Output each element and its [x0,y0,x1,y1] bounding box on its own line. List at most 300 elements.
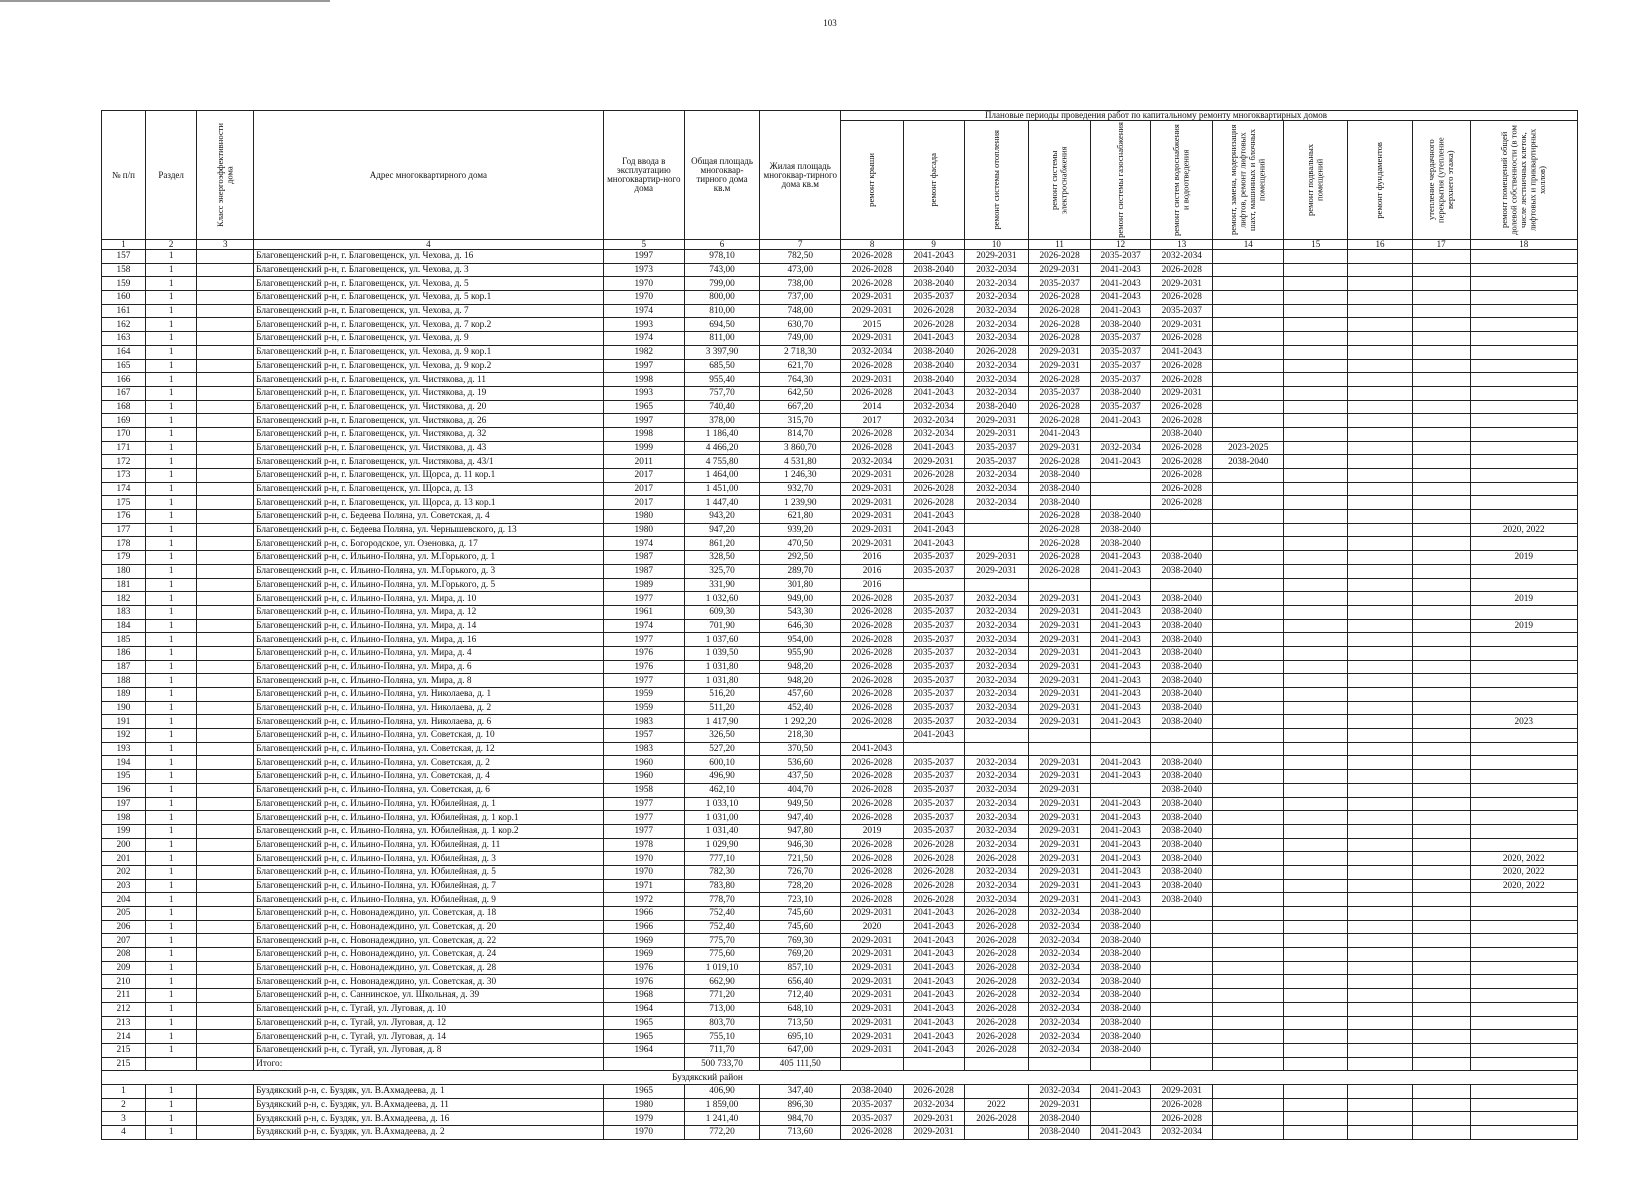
table-cell [197,1030,254,1044]
table-cell [903,742,964,756]
table-cell [1348,359,1412,373]
table-cell: 2041-2043 [1091,660,1151,674]
table-cell: 1 859,00 [685,1098,760,1112]
table-cell [1470,482,1577,496]
header-section: Раздел [145,111,196,240]
table-cell: 1 [145,948,196,962]
table-cell: 1 [145,332,196,346]
table-cell [197,551,254,565]
address-cell: Благовещенский р-н, с. Новонадеждино, ул. Советская, д. 24 [254,948,603,962]
table-cell: 2026-2028 [841,660,903,674]
table-row [102,482,1578,496]
table-cell: 2032-2034 [1029,934,1091,948]
table-cell: 646,30 [760,619,841,633]
table-cell: 1 [145,646,196,660]
table-cell: 315,70 [760,414,841,428]
table-cell [1284,975,1348,989]
table-cell: 745,60 [760,907,841,921]
table-cell [1412,359,1470,373]
table-cell [1284,646,1348,660]
table-cell: 2029-2031 [1029,1098,1091,1112]
table-cell: 2041-2043 [903,332,964,346]
table-cell [1151,742,1213,756]
table-cell: 4 466,20 [685,441,760,455]
address-cell: Благовещенский р-н, с. Новонадеждино, ул. Советская, д. 30 [254,975,603,989]
table-row [102,359,1578,373]
table-cell: 2029-2031 [1029,838,1091,852]
table-cell: 2029-2031 [1029,865,1091,879]
table-cell: 1 [145,811,196,825]
table-cell: 3 [102,1112,146,1126]
table-cell [1412,975,1470,989]
table-cell [197,414,254,428]
table-cell [1470,701,1577,715]
table-cell [1348,852,1412,866]
table-cell: 215 [102,1043,146,1057]
table-cell: 184 [102,619,146,633]
table-cell [1470,1084,1577,1098]
table-cell [1284,250,1348,264]
table-cell [1348,523,1412,537]
table-cell: 4 531,80 [760,455,841,469]
header-periods-title: Плановые периоды проведения работ по капитальному ремонту многоквартирных домов [841,111,1578,121]
table-cell [1151,975,1213,989]
table-cell: 800,00 [685,291,760,305]
address-cell: Благовещенский р-н, г. Благовещенск, ул. Щорса, д. 13 кор.1 [254,496,603,510]
address-cell: Буздякский р-н, с. Буздяк, ул. В.Ахмадеева, д. 16 [254,1112,603,1126]
table-cell [1470,674,1577,688]
address-cell: Благовещенский р-н, с. Ильино-Поляна, ул. Юбилейная, д. 5 [254,865,603,879]
table-cell: 1 033,10 [685,797,760,811]
table-cell: 2029-2031 [841,304,903,318]
table-cell: 2035-2037 [903,660,964,674]
table-cell: 1 [145,1043,196,1057]
address-cell: Благовещенский р-н, с. Саннинское, ул. Школьная, д. 39 [254,989,603,1003]
table-cell: 2035-2037 [1029,386,1091,400]
table-cell [1091,783,1151,797]
table-cell: 1976 [603,975,684,989]
table-row [102,304,1578,318]
table-cell [197,1002,254,1016]
table-cell [197,633,254,647]
table-cell: 1 037,60 [685,633,760,647]
table-cell: 191 [102,715,146,729]
table-cell: 2032-2034 [1091,441,1151,455]
table-cell [197,564,254,578]
table-cell: 2038-2040 [1091,510,1151,524]
address-cell: Благовещенский р-н, с. Ильино-Поляна, ул. Юбилейная, д. 1 кор.2 [254,824,603,838]
table-cell: 2035-2037 [903,770,964,784]
column-number-cell: 1 [102,240,146,250]
table-cell: 1 417,90 [685,715,760,729]
table-cell: 2020, 2022 [1470,879,1577,893]
table-cell: 164 [102,345,146,359]
header-work-electric: ремонт системы электроснабжения [1029,121,1091,240]
table-cell: 2041-2043 [1091,893,1151,907]
address-cell: Благовещенский р-н, г. Благовещенск, ул. Чистякова, д. 43/1 [254,455,603,469]
table-row [102,414,1578,428]
table-cell: 2041-2043 [903,1043,964,1057]
table-cell: 195 [102,770,146,784]
table-cell [1213,605,1284,619]
table-cell [1284,373,1348,387]
table-cell: 2029-2031 [841,291,903,305]
table-cell [1091,729,1151,743]
table-cell [1412,920,1470,934]
table-cell: 331,90 [685,578,760,592]
table-cell: 185 [102,633,146,647]
table-cell [1348,879,1412,893]
table-cell [1284,783,1348,797]
table-cell: 2038-2040 [1151,852,1213,866]
table-row [102,537,1578,551]
table-cell: 1 [145,537,196,551]
table-cell [1348,1084,1412,1098]
table-cell [1348,1043,1412,1057]
table-cell [1348,660,1412,674]
header-work-heating: ремонт системы отопления [964,121,1028,240]
table-cell: 205 [102,907,146,921]
table-cell: 2029-2031 [1029,852,1091,866]
column-number-cell: 3 [197,240,254,250]
table-cell [197,824,254,838]
address-cell: Буздякский р-н, с. Буздяк, ул. В.Ахмадеева, д. 1 [254,1084,603,1098]
table-cell: 1960 [603,756,684,770]
table-cell: 2029-2031 [1151,277,1213,291]
table-cell: 2032-2034 [964,291,1028,305]
address-cell: Благовещенский р-н, с. Ильино-Поляна, ул. Мира, д. 10 [254,592,603,606]
table-cell [1412,838,1470,852]
table-cell [1470,920,1577,934]
address-cell: Благовещенский р-н, с. Ильино-Поляна, ул. Советская, д. 12 [254,742,603,756]
table-cell: 2032-2034 [1029,907,1091,921]
table-cell [197,948,254,962]
table-cell: 948,20 [760,660,841,674]
table-cell [1284,1112,1348,1126]
table-cell: 437,50 [760,770,841,784]
table-cell: 175 [102,496,146,510]
table-cell: 1966 [603,920,684,934]
table-cell: 1964 [603,1043,684,1057]
table-cell: 2038-2040 [1029,496,1091,510]
table-cell [1348,729,1412,743]
table-cell: 1980 [603,1098,684,1112]
table-cell: 2032-2034 [1029,961,1091,975]
table-cell [1213,427,1284,441]
table-cell: 2026-2028 [841,865,903,879]
table-cell [1470,742,1577,756]
table-cell [1412,660,1470,674]
table-cell: 2026-2028 [903,496,964,510]
table-cell [1470,1098,1577,1112]
table-cell [1470,729,1577,743]
table-cell [1284,1002,1348,1016]
table-cell [197,729,254,743]
table-cell [1091,1112,1151,1126]
column-number-cell: 2 [145,240,196,250]
table-cell: 2038-2040 [1151,633,1213,647]
table-cell [1348,537,1412,551]
table-cell: 1 [145,469,196,483]
column-number-cell: 4 [254,240,603,250]
table-cell [1412,1084,1470,1098]
table-cell [197,893,254,907]
table-cell: 2035-2037 [903,688,964,702]
table-cell: 188 [102,674,146,688]
table-cell [1151,510,1213,524]
table-cell [1284,578,1348,592]
table-cell [1412,619,1470,633]
table-cell: 2015 [841,318,903,332]
table-cell: 2026-2028 [1029,414,1091,428]
table-cell: 2026-2028 [841,359,903,373]
table-cell: 947,40 [760,811,841,825]
table-cell [1284,633,1348,647]
table-cell: 647,00 [760,1043,841,1057]
table-row [102,975,1578,989]
table-cell: 748,00 [760,304,841,318]
table-cell: 2032-2034 [964,277,1028,291]
table-cell: 2038-2040 [1151,824,1213,838]
table-cell [1348,291,1412,305]
table-cell [1284,893,1348,907]
table-cell: 2032-2034 [964,482,1028,496]
table-cell: 1957 [603,729,684,743]
table-cell [1348,1112,1412,1126]
table-cell: 289,70 [760,564,841,578]
table-cell [1213,1002,1284,1016]
table-cell: 777,10 [685,852,760,866]
table-cell: 2032-2034 [964,783,1028,797]
table-cell: 2038-2040 [1151,427,1213,441]
table-cell [1412,386,1470,400]
table-cell [1470,564,1577,578]
table-cell: 2032-2034 [964,838,1028,852]
table-cell [1470,359,1577,373]
table-cell [1213,1043,1284,1057]
table-cell: 218,30 [760,729,841,743]
column-number-cell: 12 [1091,240,1151,250]
table-cell [1348,455,1412,469]
table-cell [1348,1002,1412,1016]
table-cell: 1980 [603,523,684,537]
table-cell: 810,00 [685,304,760,318]
table-cell [1470,975,1577,989]
table-cell: 2026-2028 [841,715,903,729]
table-cell: 2032-2034 [964,619,1028,633]
address-cell: Буздякский р-н, с. Буздяк, ул. В.Ахмадеева, д. 11 [254,1098,603,1112]
table-cell [1470,318,1577,332]
table-cell: 2041-2043 [903,907,964,921]
table-cell: 2017 [841,414,903,428]
table-cell [197,934,254,948]
address-cell: Благовещенский р-н, с. Ильино-Поляна, ул. Юбилейная, д. 11 [254,838,603,852]
table-cell: 1959 [603,688,684,702]
table-cell: 2041-2043 [903,989,964,1003]
table-cell [197,482,254,496]
table-cell [1412,756,1470,770]
table-cell: 2026-2028 [1029,332,1091,346]
address-cell: Благовещенский р-н, с. Ильино-Поляна, ул. Мира, д. 8 [254,674,603,688]
table-cell: 947,80 [760,824,841,838]
table-cell [1348,783,1412,797]
table-cell [1412,865,1470,879]
table-cell: 1977 [603,811,684,825]
table-row [102,250,1578,264]
table-cell: 2032-2034 [1029,1016,1091,1030]
table-cell [1348,551,1412,565]
table-cell [1348,948,1412,962]
table-cell: 1 [145,674,196,688]
table-cell [1412,469,1470,483]
table-cell [197,345,254,359]
table-cell [1470,496,1577,510]
table-cell: 2032-2034 [964,756,1028,770]
table-cell: 2038-2040 [1213,455,1284,469]
address-cell: Благовещенский р-н, с. Ильино-Поляна, ул. Советская, д. 4 [254,770,603,784]
table-cell: 2041-2043 [1091,646,1151,660]
table-cell: 755,10 [685,1030,760,1044]
table-cell [1470,291,1577,305]
table-cell [1091,742,1151,756]
table-cell: 1 [145,961,196,975]
table-cell: 2029-2031 [1029,824,1091,838]
table-cell: 954,00 [760,633,841,647]
column-number-cell: 9 [903,240,964,250]
table-cell: 2041-2043 [1091,455,1151,469]
table-cell: 2026-2028 [903,469,964,483]
table-cell: 2038-2040 [1151,811,1213,825]
table-cell [1213,838,1284,852]
table-cell: 1 451,00 [685,482,760,496]
table-cell: 1964 [603,1002,684,1016]
table-cell: 2035-2037 [841,1098,903,1112]
table-cell: 2038-2040 [1029,482,1091,496]
table-cell [1412,263,1470,277]
table-cell: 2038-2040 [1151,715,1213,729]
table-cell: 2029-2031 [1029,783,1091,797]
table-cell: 1976 [603,961,684,975]
table-cell: 1976 [603,660,684,674]
table-cell: 168 [102,400,146,414]
table-cell: 2029-2031 [841,469,903,483]
table-row [102,1126,1578,1140]
table-cell [1213,373,1284,387]
table-cell: 694,50 [685,318,760,332]
table-cell [1412,688,1470,702]
table-cell: 2032-2034 [1029,1030,1091,1044]
table-cell: 1983 [603,742,684,756]
table-cell [1412,811,1470,825]
table-cell: 2016 [841,551,903,565]
table-cell: 1998 [603,427,684,441]
table-cell: 2032-2034 [964,770,1028,784]
table-cell [1213,318,1284,332]
table-cell [1470,1043,1577,1057]
table-cell [197,961,254,975]
address-cell: Благовещенский р-н, с. Ильино-Поляна, ул. Николаева, д. 1 [254,688,603,702]
table-row [102,715,1578,729]
table-cell: 2026-2028 [841,852,903,866]
table-cell: 1970 [603,852,684,866]
table-cell: 2026-2028 [1151,482,1213,496]
table-cell: 1 [145,1084,196,1098]
table-cell [1348,715,1412,729]
table-cell [1412,578,1470,592]
table-cell: 2032-2034 [841,455,903,469]
table-cell: 1 [145,770,196,784]
column-number-cell: 15 [1284,240,1348,250]
address-cell: Благовещенский р-н, г. Благовещенск, ул. Чистякова, д. 43 [254,441,603,455]
table-cell: 2029-2031 [903,455,964,469]
total-area-sum: 500 733,70 [685,1057,760,1071]
table-cell: 2035-2037 [903,619,964,633]
header-no: № п/п [102,111,146,240]
table-cell: 1972 [603,893,684,907]
table-cell [1213,660,1284,674]
table-cell: 1987 [603,564,684,578]
table-cell: 1 [145,605,196,619]
table-cell: 1 [145,482,196,496]
table-cell: 2029-2031 [841,496,903,510]
table-cell [1412,1002,1470,1016]
table-row [102,674,1578,688]
address-cell: Благовещенский р-н, с. Тугай, ул. Луговая, д. 10 [254,1002,603,1016]
table-cell [1470,250,1577,264]
address-cell: Благовещенский р-н, г. Благовещенск, ул. Чехова, д. 7 [254,304,603,318]
table-cell: 2026-2028 [1029,373,1091,387]
table-cell: 2035-2037 [1151,304,1213,318]
table-cell [1284,551,1348,565]
table-cell [197,510,254,524]
table-cell: 1970 [603,1126,684,1140]
address-cell: Благовещенский р-н, с. Ильино-Поляна, ул. Мира, д. 16 [254,633,603,647]
table-cell: 2038-2040 [1091,1043,1151,1057]
table-row [102,1043,1578,1057]
address-cell: Благовещенский р-н, с. Новонадеждино, ул. Советская, д. 18 [254,907,603,921]
table-cell [1470,1030,1577,1044]
table-cell [1470,660,1577,674]
address-cell: Благовещенский р-н, с. Ильино-Поляна, ул. М.Горького, д. 5 [254,578,603,592]
table-cell: 2035-2037 [1091,373,1151,387]
table-cell: 2026-2028 [1029,250,1091,264]
table-cell [1470,783,1577,797]
table-cell [1284,469,1348,483]
table-cell: 2032-2034 [964,469,1028,483]
table-cell [1213,907,1284,921]
table-cell: 2038-2040 [1151,646,1213,660]
table-row [102,345,1578,359]
table-cell: 2041-2043 [903,386,964,400]
table-cell: 177 [102,523,146,537]
table-cell [1213,865,1284,879]
table-row [102,756,1578,770]
table-cell: 2038-2040 [1091,523,1151,537]
table-cell [1213,304,1284,318]
table-cell: 2029-2031 [841,1002,903,1016]
table-cell: 2035-2037 [903,564,964,578]
table-cell [964,578,1028,592]
table-cell: 2035-2037 [1029,277,1091,291]
table-cell: 799,00 [685,277,760,291]
table-cell: 2041-2043 [903,250,964,264]
table-cell: 2032-2034 [964,715,1028,729]
table-cell [1213,359,1284,373]
table-cell [197,496,254,510]
table-cell [197,291,254,305]
table-cell: 2029-2031 [1029,263,1091,277]
table-cell: 1 [145,1098,196,1112]
